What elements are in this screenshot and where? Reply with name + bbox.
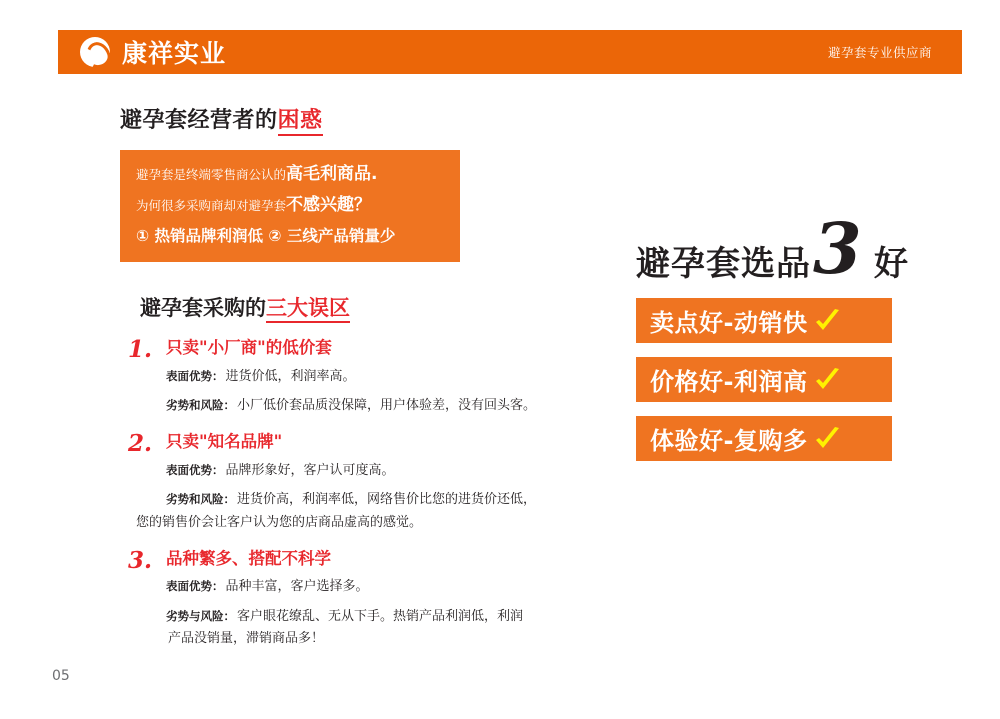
section-title [120, 108, 600, 134]
check-icon [813, 307, 841, 335]
list-item-row [166, 396, 600, 416]
benefit-bar-3 [636, 416, 892, 461]
section-title-highlight: 困惑 [278, 108, 323, 136]
header-bar [58, 30, 962, 74]
section-title-prefix: 避孕套经营者的 [120, 108, 278, 133]
subsection-title-prefix: 避孕套采购的 [140, 296, 266, 321]
check-icon [813, 425, 841, 453]
list-item-number: 3. [128, 546, 153, 574]
callout-box [120, 150, 460, 262]
row-text: 产品没销量，滞销商品多！ [168, 630, 325, 646]
benefit-bar-1 [636, 298, 892, 343]
list-item-row [166, 490, 600, 510]
company-name: 康祥实业 [122, 39, 227, 68]
right-headline-part2: 好 [874, 244, 908, 284]
row-text: 品牌形象好，客户认可度高。 [225, 463, 395, 479]
callout-line-1-small: 避孕套是终端零售商公认的 [136, 167, 287, 183]
row-label: 劣势和风险： [166, 398, 235, 413]
row-label: 表面优势： [166, 579, 224, 594]
left-column [120, 108, 600, 649]
row-label: 劣势和风险： [166, 492, 235, 507]
company-logo-icon [80, 37, 110, 67]
header-tagline: 避孕套专业供应商 [827, 45, 932, 60]
list-item-number: 2. [128, 430, 153, 458]
row-text: 小厂低价套品质没保障，用户体验差，没有回头客。 [237, 398, 537, 414]
row-text: 进货价高，利润率低，网络售价比您的进货价还低， [237, 492, 537, 508]
list-item-row [166, 367, 600, 387]
callout-line-1-large: 高毛利商品. [286, 164, 378, 185]
callout-line-2-large: 不感兴趣？ [286, 195, 372, 216]
list-item-heading: 只卖"小厂商"的低价套 [166, 338, 332, 358]
right-headline [636, 207, 936, 290]
list-item [120, 432, 600, 532]
benefit-bar-2 [636, 357, 892, 402]
subsection-title [140, 292, 600, 322]
list-item-heading: 品种繁多、搭配不科学 [166, 548, 331, 568]
callout-line-2-small: 为何很多采购商却对避孕套 [136, 198, 287, 214]
list-item-row [166, 607, 600, 627]
right-headline-part1: 避孕套选品 [636, 244, 811, 284]
check-icon [813, 366, 841, 394]
list-item [120, 338, 600, 416]
row-text: 您的销售价会让客户认为您的店商品虚高的感觉。 [136, 514, 423, 530]
callout-line-1 [136, 166, 444, 184]
list-item-row [166, 629, 600, 649]
row-label: 劣势与风险： [166, 608, 235, 623]
row-text: 品种丰富，客户选择多。 [225, 579, 369, 595]
callout-line-3: ① 热销品牌利润低 ② 三线产品销量少 [136, 227, 396, 246]
list-item-row [134, 513, 600, 533]
benefit-bar-3-text: 体验好-复购多 [650, 427, 808, 455]
row-label: 表面优势： [166, 463, 224, 478]
row-text: 客户眼花缭乱、无从下手。热销产品利润低，利润 [237, 608, 524, 624]
row-text: 进货价低，利润率高。 [225, 369, 356, 385]
callout-line-2 [136, 197, 444, 215]
subsection-title-highlight: 三大误区 [266, 296, 350, 323]
list-item-row [166, 577, 600, 597]
list-item-heading: 只卖"知名品牌" [166, 432, 283, 452]
list-item [120, 546, 600, 649]
benefit-bar-2-text: 价格好-利润高 [650, 368, 808, 396]
right-column [636, 207, 936, 461]
list-item-row [166, 461, 600, 481]
right-headline-number: 3 [813, 207, 862, 290]
benefit-bar-1-text: 卖点好-动销快 [650, 309, 808, 337]
page-number: 05 [52, 668, 70, 684]
list-item-number: 1. [128, 336, 153, 364]
row-label: 表面优势： [166, 369, 224, 384]
